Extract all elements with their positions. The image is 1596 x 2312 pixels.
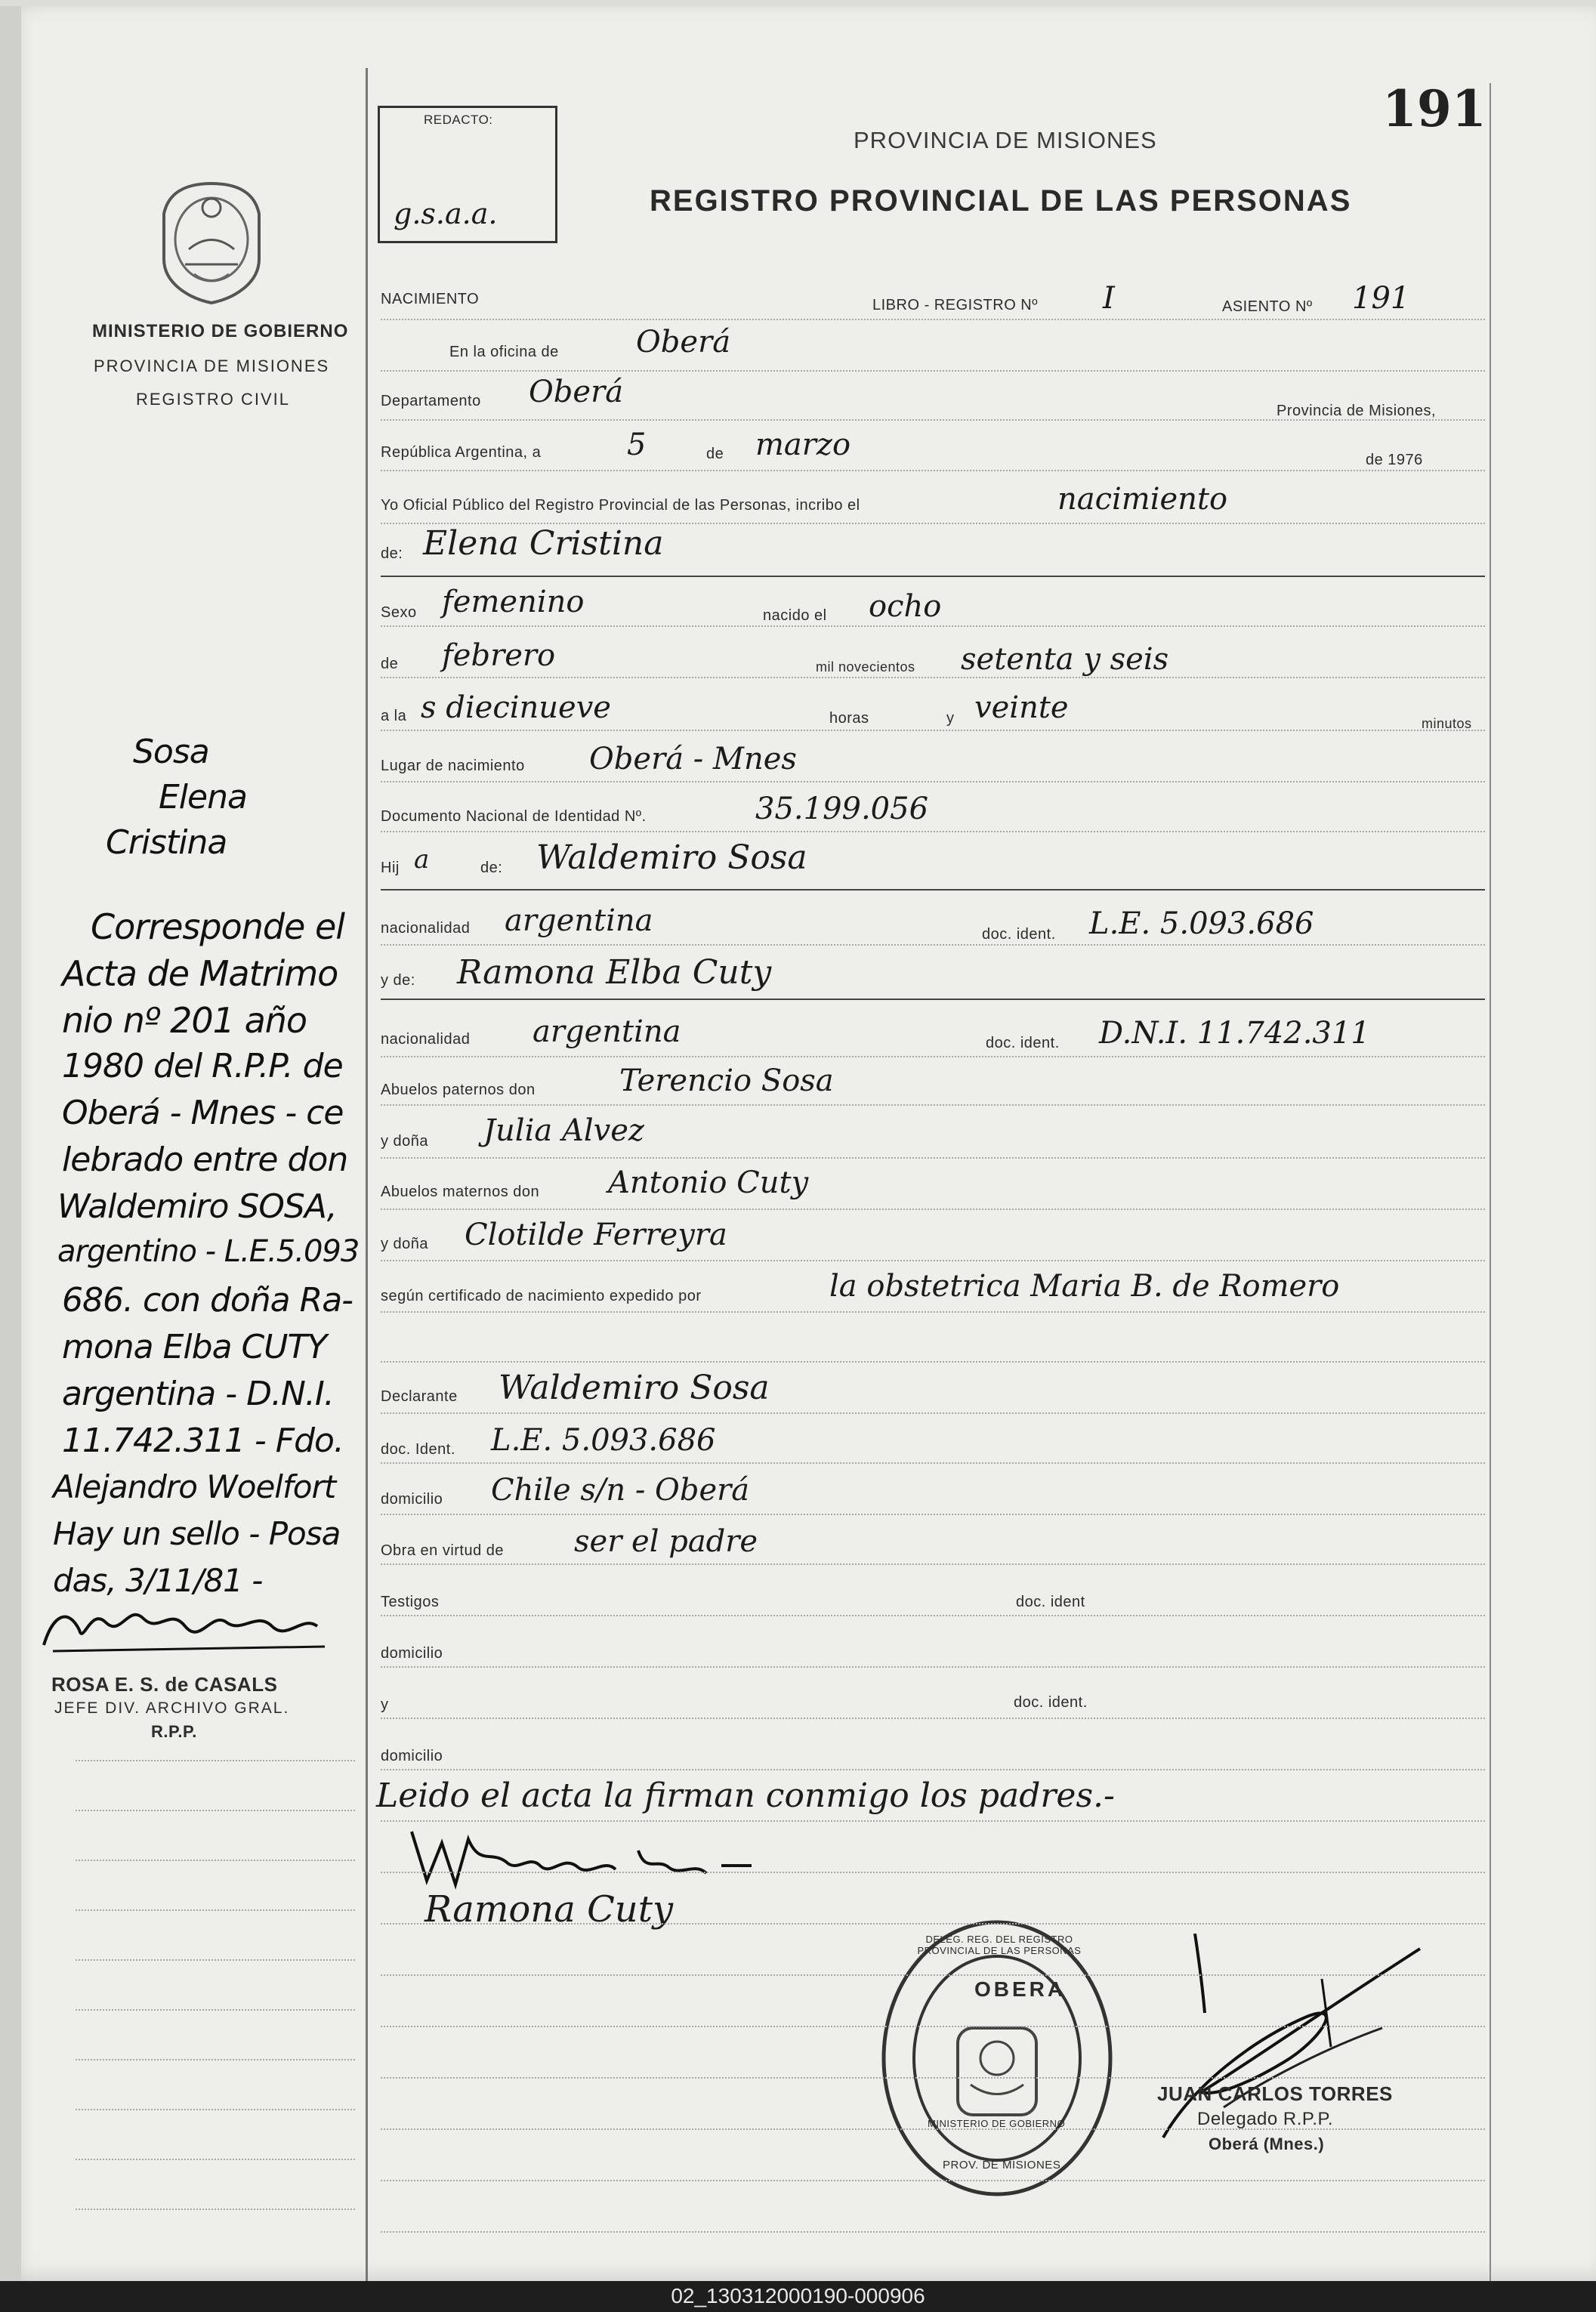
document-id: 02_130312000190-000906	[671, 2284, 925, 2307]
testigo2-y-label: y	[381, 1696, 389, 1713]
asiento-label: ASIENTO Nº	[1222, 298, 1313, 315]
sexo-label: Sexo	[381, 604, 417, 621]
form-ruled-line	[381, 1563, 1485, 1566]
margin-ruled-line	[76, 1760, 355, 1762]
abuelo-materno-value: Antonio Cuty	[608, 1165, 809, 1200]
madre-value: Ramona Elba Cuty	[457, 953, 772, 992]
form-ruled-line	[381, 1666, 1485, 1668]
obra-label: Obra en virtud de	[381, 1542, 505, 1559]
stamp-inner-text: MINISTERIO DE GOBIERNO	[928, 2118, 1066, 2129]
margin-note-line: lebrado entre don	[62, 1141, 348, 1179]
minutos-value: veinte	[974, 690, 1069, 725]
departamento-value: Oberá	[529, 375, 624, 409]
form-ruled-line	[381, 2231, 1485, 2233]
form-ruled-line	[381, 1615, 1485, 1617]
departamento-label: Departamento	[381, 393, 481, 409]
testigo2-domicilio-label: domicilio	[381, 1748, 443, 1764]
y-dona-label: y doña	[381, 1133, 429, 1150]
horas-label: horas	[829, 710, 869, 727]
margin-second-name: Cristina	[106, 823, 227, 862]
hora-value: s diecinueve	[421, 690, 611, 725]
margin-note-line: Hay un sello - Posa	[53, 1515, 341, 1552]
archive-officer-title: JEFE DIV. ARCHIVO GRAL.	[54, 1699, 290, 1717]
form-ruled-line	[381, 1104, 1485, 1107]
testigo1-domicilio-label: domicilio	[381, 1645, 443, 1662]
doc-declarante-value: L.E. 5.093.686	[491, 1423, 716, 1458]
oficial-label: Yo Oficial Público del Registro Provincial de las Personas, incribo el	[381, 497, 860, 514]
form-ruled-line	[381, 625, 1485, 628]
section-label: NACIMIENTO	[381, 291, 480, 307]
asiento-value: 191	[1352, 281, 1410, 316]
acta-tipo-value: nacimiento	[1057, 482, 1228, 517]
doc-ident-label: doc. ident.	[986, 1035, 1060, 1051]
de-persona-label: de:	[381, 545, 403, 562]
dni-label: Documento Nacional de Identidad Nº.	[381, 808, 647, 825]
provincia-label: Provincia de Misiones,	[1276, 403, 1437, 419]
form-ruled-line	[381, 470, 1485, 472]
archive-organization: R.P.P.	[151, 1722, 197, 1741]
redacto-initials: g.s.a.a.	[394, 197, 498, 230]
abuela-paterna-value: Julia Alvez	[483, 1113, 644, 1148]
nacionalidad-madre-value: argentina	[533, 1014, 681, 1049]
margin-note-line: Corresponde el	[91, 906, 345, 947]
margin-first-name: Elena	[159, 778, 247, 816]
form-ruled-line	[381, 2128, 1485, 2131]
declarante-label: Declarante	[381, 1388, 458, 1405]
officer-name: JUAN CARLOS TORRES	[1157, 2082, 1393, 2105]
abuelos-paternos-label: Abuelos paternos don	[381, 1082, 536, 1098]
form-ruled-line	[381, 2026, 1485, 2028]
margin-note-line: Waldemiro SOSA,	[57, 1187, 337, 1226]
doc-madre-value: D.N.I. 11.742.311	[1099, 1016, 1370, 1051]
form-ruled-line	[381, 1412, 1485, 1415]
doc-padre-value: L.E. 5.093.686	[1089, 906, 1314, 941]
mil-label: mil novecientos	[816, 659, 915, 674]
margin-ruled-line	[76, 2159, 355, 2161]
mother-underline	[381, 999, 1485, 1000]
ministry-name: MINISTERIO DE GOBIERNO	[92, 321, 349, 341]
margin-note-line: 686. con doña Ra-	[62, 1281, 353, 1320]
nacionalidad-label: nacionalidad	[381, 1031, 471, 1048]
margin-note-line: Acta de Matrimo	[62, 953, 338, 994]
mes-value: marzo	[755, 428, 851, 462]
anio-label: de 1976	[1366, 452, 1423, 468]
form-ruled-line	[381, 1208, 1485, 1211]
abuela-materna-value: Clotilde Ferreyra	[465, 1218, 727, 1252]
margin-ruled-line	[76, 2009, 355, 2011]
ministry-registry: REGISTRO CIVIL	[136, 390, 291, 409]
coat-of-arms-icon	[155, 177, 268, 306]
officer-title: Delegado R.P.P.	[1197, 2109, 1334, 2129]
form-ruled-line	[381, 677, 1485, 679]
nombre-value: Elena Cristina	[423, 524, 664, 563]
margin-note-line: argentina - D.N.I.	[62, 1375, 334, 1413]
form-ruled-line	[381, 1872, 1485, 1874]
margin-ruled-line	[76, 1860, 355, 1862]
testigo2-doc-label: doc. ident.	[1014, 1694, 1088, 1711]
form-ruled-line	[381, 944, 1485, 946]
form-ruled-line	[381, 1718, 1485, 1720]
doc-ident-label: doc. ident.	[982, 926, 1056, 943]
officer-location: Oberá (Mnes.)	[1209, 2135, 1325, 2153]
minutos-label: minutos	[1422, 716, 1472, 731]
form-ruled-line	[381, 1820, 1485, 1823]
margin-note-line: 11.742.311 - Fdo.	[62, 1421, 344, 1460]
margin-ruled-line	[76, 1959, 355, 1962]
hija-de-label: de:	[480, 860, 503, 876]
testigo1-doc-label: doc. ident	[1016, 1594, 1085, 1610]
form-ruled-line	[381, 1361, 1485, 1363]
certificado-value: la obstetrica Maria B. de Romero	[829, 1269, 1340, 1304]
form-ruled-line	[381, 1923, 1485, 1925]
form-ruled-line	[381, 1462, 1485, 1465]
margin-ruled-line	[76, 2109, 355, 2111]
margin-ruled-line	[76, 2209, 355, 2211]
yde-label: y de:	[381, 972, 415, 989]
certificado-label: según certificado de nacimiento expedido por	[381, 1288, 702, 1304]
registry-title: REGISTRO PROVINCIAL DE LAS PERSONAS	[650, 184, 1352, 218]
form-ruled-line	[381, 730, 1485, 732]
form-ruled-line	[381, 1974, 1485, 1977]
father-underline	[381, 889, 1485, 891]
form-ruled-line	[381, 2180, 1485, 2182]
margin-note-line: argentino - L.E.5.093	[57, 1234, 360, 1269]
form-ruled-line	[381, 831, 1485, 833]
hija-label: Hij	[381, 860, 400, 876]
stamp-outer-text: DELEG. REG. DEL REGISTRO PROVINCIAL DE LAS PERSONAS	[917, 1934, 1082, 1956]
oficina-label: En la oficina de	[449, 344, 559, 360]
oficina-value: Oberá	[636, 325, 731, 360]
form-ruled-line	[381, 1056, 1485, 1058]
province-title: PROVINCIA DE MISIONES	[854, 127, 1157, 153]
nacionalidad-padre-value: argentina	[505, 903, 653, 938]
form-ruled-line	[381, 781, 1485, 783]
margin-surname: Sosa	[133, 733, 209, 771]
mes-nac-value: febrero	[442, 638, 556, 673]
abuelo-paterno-value: Terencio Sosa	[619, 1063, 834, 1098]
declarante-value: Waldemiro Sosa	[499, 1369, 770, 1407]
margin-note-line: nio nº 201 año	[62, 1000, 307, 1041]
padre-value: Waldemiro Sosa	[536, 838, 807, 877]
testigos-label: Testigos	[381, 1594, 440, 1610]
alas-label: a la	[381, 708, 407, 724]
form-ruled-line	[381, 370, 1485, 372]
domicilio-value: Chile s/n - Oberá	[491, 1473, 750, 1508]
form-ruled-line	[381, 2077, 1485, 2079]
form-ruled-line	[381, 1769, 1485, 1771]
margin-note-line: 1980 del R.P.P. de	[62, 1047, 343, 1085]
nacido-value: ocho	[869, 589, 942, 624]
margin-note-line: das, 3/11/81 -	[53, 1562, 263, 1599]
margin-ruled-line	[76, 1909, 355, 1912]
redacto-label: REDACTO:	[424, 113, 493, 127]
form-ruled-line	[381, 319, 1485, 321]
y-label: y	[946, 710, 955, 727]
form-ruled-line	[381, 1157, 1485, 1159]
y-dona-label: y doña	[381, 1236, 429, 1252]
lugar-value: Oberá - Mnes	[589, 742, 797, 776]
anio-nac-value: setenta y seis	[961, 642, 1169, 677]
de-label: de	[706, 446, 724, 462]
ministry-province: PROVINCIA DE MISIONES	[94, 357, 330, 375]
page-top-edge	[0, 0, 1596, 6]
nacido-label: nacido el	[763, 607, 827, 624]
margin-note-line: Alejandro Woelfort	[53, 1468, 336, 1505]
hija-suffix: a	[414, 844, 430, 875]
dni-value: 35.199.056	[755, 792, 929, 826]
abuelos-maternos-label: Abuelos maternos don	[381, 1184, 540, 1200]
nacionalidad-label: nacionalidad	[381, 920, 471, 937]
margin-rule	[366, 68, 368, 2281]
sexo-value: femenino	[442, 585, 585, 619]
page-number: 191	[1382, 79, 1486, 138]
libro-value: I	[1103, 281, 1115, 316]
doc-declarante-label: doc. Ident.	[381, 1441, 455, 1458]
dia-value: 5	[627, 428, 647, 462]
lugar-label: Lugar de nacimiento	[381, 758, 525, 774]
stamp-city: OBERA	[974, 1977, 1067, 2001]
domicilio-label: domicilio	[381, 1491, 443, 1508]
republica-label: República Argentina, a	[381, 444, 542, 461]
stamp-bottom-text: PROV. DE MISIONES	[943, 2159, 1061, 2172]
margin-note-line: Oberá - Mnes - ce	[62, 1094, 344, 1132]
form-ruled-line	[381, 1260, 1485, 1262]
margin-ruled-line	[76, 1810, 355, 1812]
mother-signature-text: Ramona Cuty	[424, 1888, 674, 1931]
archive-officer-name: ROSA E. S. de CASALS	[51, 1673, 278, 1696]
closing-statement: Leido el acta la firman conmigo los padres.-	[376, 1776, 1115, 1815]
archive-signature	[38, 1592, 355, 1656]
name-underline	[381, 576, 1485, 577]
form-ruled-line	[381, 419, 1485, 421]
form-ruled-line	[381, 523, 1485, 525]
margin-note-line: mona Elba CUTY	[62, 1328, 327, 1366]
binding-edge	[0, 0, 21, 2281]
form-ruled-line	[381, 1514, 1485, 1516]
libro-label: LIBRO - REGISTRO Nº	[872, 297, 1039, 313]
de2-label: de	[381, 656, 399, 672]
obra-value: ser el padre	[574, 1524, 758, 1559]
margin-ruled-line	[76, 2059, 355, 2061]
right-rule	[1489, 83, 1491, 2281]
form-ruled-line	[381, 1311, 1485, 1313]
redacto-box	[378, 106, 557, 243]
